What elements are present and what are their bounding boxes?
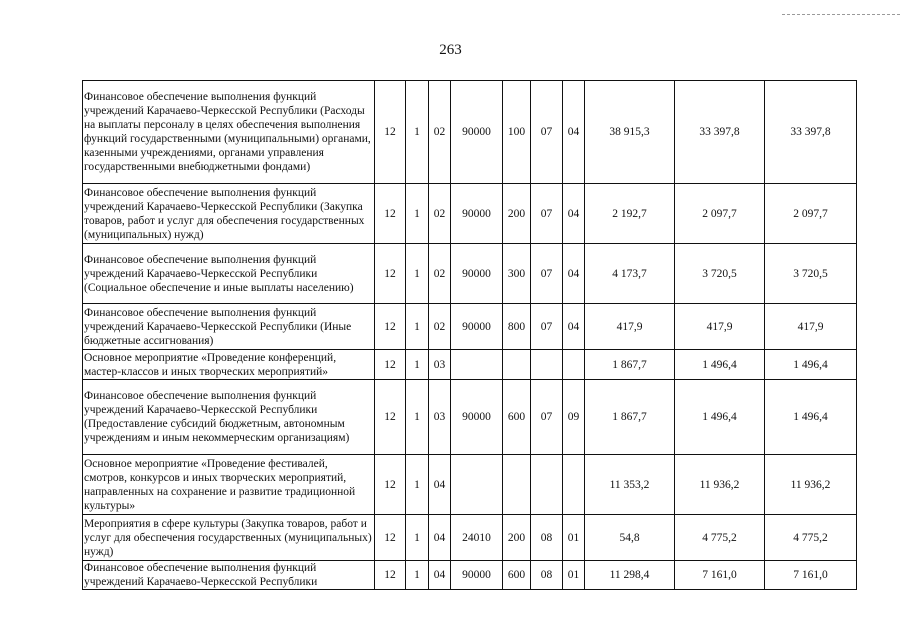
code-direction: 90000 bbox=[451, 81, 503, 184]
code-pp: 1 bbox=[406, 184, 429, 244]
code-direction: 24010 bbox=[451, 515, 503, 561]
code-expense-type: 200 bbox=[503, 515, 531, 561]
code-pp: 1 bbox=[406, 350, 429, 380]
code-section: 07 bbox=[531, 380, 563, 455]
code-subsection: 04 bbox=[563, 304, 585, 350]
code-om: 04 bbox=[429, 455, 451, 515]
code-pp: 1 bbox=[406, 455, 429, 515]
code-expense-type: 600 bbox=[503, 380, 531, 455]
code-om: 03 bbox=[429, 380, 451, 455]
code-subsection: 09 bbox=[563, 380, 585, 455]
table-row bbox=[83, 81, 857, 184]
code-om: 03 bbox=[429, 350, 451, 380]
row-description: Мероприятия в сфере культуры (Закупка товаров, работ и услуг для обеспечения государственных (муниципальных) нужд) bbox=[83, 515, 375, 561]
code-direction bbox=[451, 350, 503, 380]
page-number: 263 bbox=[439, 42, 462, 58]
code-subsection bbox=[563, 455, 585, 515]
code-direction: 90000 bbox=[451, 561, 503, 590]
code-pp: 1 bbox=[406, 515, 429, 561]
code-om: 02 bbox=[429, 244, 451, 304]
amount-year-2: 4 775,2 bbox=[675, 515, 765, 561]
row-description: Основное мероприятие «Проведение фестивалей, смотров, конкурсов и иных творческих мероприятий, направленных на сохранение и развитие традиционной культуры» bbox=[83, 455, 375, 515]
amount-year-3: 1 496,4 bbox=[765, 350, 857, 380]
code-pp: 1 bbox=[406, 380, 429, 455]
table-row bbox=[83, 455, 857, 515]
code-direction: 90000 bbox=[451, 304, 503, 350]
code-expense-type: 800 bbox=[503, 304, 531, 350]
code-direction bbox=[451, 455, 503, 515]
code-gp: 12 bbox=[375, 455, 406, 515]
amount-year-2: 11 936,2 bbox=[675, 455, 765, 515]
amount-year-1: 1 867,7 bbox=[585, 380, 675, 455]
amount-year-2: 1 496,4 bbox=[675, 380, 765, 455]
code-gp: 12 bbox=[375, 380, 406, 455]
amount-year-1: 54,8 bbox=[585, 515, 675, 561]
table-row bbox=[83, 244, 857, 304]
code-expense-type: 600 bbox=[503, 561, 531, 590]
code-gp: 12 bbox=[375, 184, 406, 244]
code-section bbox=[531, 455, 563, 515]
code-pp: 1 bbox=[406, 244, 429, 304]
code-gp: 12 bbox=[375, 244, 406, 304]
code-gp: 12 bbox=[375, 515, 406, 561]
code-expense-type: 200 bbox=[503, 184, 531, 244]
code-expense-type bbox=[503, 350, 531, 380]
budget-table bbox=[82, 80, 857, 590]
code-section: 07 bbox=[531, 81, 563, 184]
code-om: 04 bbox=[429, 561, 451, 590]
amount-year-3: 7 161,0 bbox=[765, 561, 857, 590]
amount-year-2: 1 496,4 bbox=[675, 350, 765, 380]
row-description: Финансовое обеспечение выполнения функций учреждений Карачаево-Черкесской Республики (Предоставление субсидий бюджетным, автономным учреждениям и иным некоммерческим организациям) bbox=[83, 380, 375, 455]
amount-year-3: 417,9 bbox=[765, 304, 857, 350]
code-subsection bbox=[563, 350, 585, 380]
code-gp: 12 bbox=[375, 561, 406, 590]
amount-year-1: 2 192,7 bbox=[585, 184, 675, 244]
row-description: Основное мероприятие «Проведение конференций, мастер-классов и иных творческих мероприятий» bbox=[83, 350, 375, 380]
code-section: 08 bbox=[531, 515, 563, 561]
code-direction: 90000 bbox=[451, 244, 503, 304]
code-pp: 1 bbox=[406, 304, 429, 350]
code-section: 07 bbox=[531, 244, 563, 304]
amount-year-2: 3 720,5 bbox=[675, 244, 765, 304]
row-description: Финансовое обеспечение выполнения функций учреждений Карачаево-Черкесской Республики (Иные бюджетные ассигнования) bbox=[83, 304, 375, 350]
amount-year-3: 3 720,5 bbox=[765, 244, 857, 304]
row-description: Финансовое обеспечение выполнения функций учреждений Карачаево-Черкесской Республики (Социальное обеспечение и иные выплаты населению) bbox=[83, 244, 375, 304]
table-row bbox=[83, 561, 857, 590]
table-row bbox=[83, 515, 857, 561]
amount-year-2: 7 161,0 bbox=[675, 561, 765, 590]
amount-year-1: 417,9 bbox=[585, 304, 675, 350]
amount-year-3: 33 397,8 bbox=[765, 81, 857, 184]
code-subsection: 04 bbox=[563, 244, 585, 304]
code-direction: 90000 bbox=[451, 184, 503, 244]
amount-year-3: 2 097,7 bbox=[765, 184, 857, 244]
code-om: 02 bbox=[429, 81, 451, 184]
code-section: 08 bbox=[531, 561, 563, 590]
code-section: 07 bbox=[531, 184, 563, 244]
amount-year-1: 11 298,4 bbox=[585, 561, 675, 590]
row-description: Финансовое обеспечение выполнения функций учреждений Карачаево-Черкесской Республики (Закупка товаров, работ и услуг для обеспечения государственных (муниципальных) нужд) bbox=[83, 184, 375, 244]
code-expense-type: 300 bbox=[503, 244, 531, 304]
table-row bbox=[83, 184, 857, 244]
scan-artifact-line bbox=[782, 14, 900, 15]
code-section bbox=[531, 350, 563, 380]
table-row bbox=[83, 380, 857, 455]
amount-year-1: 11 353,2 bbox=[585, 455, 675, 515]
code-subsection: 04 bbox=[563, 184, 585, 244]
row-description: Финансовое обеспечение выполнения функций учреждений Карачаево-Черкесской Республики bbox=[83, 561, 375, 590]
amount-year-1: 1 867,7 bbox=[585, 350, 675, 380]
code-gp: 12 bbox=[375, 304, 406, 350]
code-subsection: 04 bbox=[563, 81, 585, 184]
code-subsection: 01 bbox=[563, 515, 585, 561]
table-row bbox=[83, 350, 857, 380]
amount-year-2: 33 397,8 bbox=[675, 81, 765, 184]
table-row bbox=[83, 304, 857, 350]
amount-year-2: 2 097,7 bbox=[675, 184, 765, 244]
code-subsection: 01 bbox=[563, 561, 585, 590]
amount-year-3: 4 775,2 bbox=[765, 515, 857, 561]
code-direction: 90000 bbox=[451, 380, 503, 455]
amount-year-1: 38 915,3 bbox=[585, 81, 675, 184]
amount-year-3: 11 936,2 bbox=[765, 455, 857, 515]
amount-year-2: 417,9 bbox=[675, 304, 765, 350]
code-gp: 12 bbox=[375, 81, 406, 184]
code-om: 02 bbox=[429, 304, 451, 350]
code-expense-type bbox=[503, 455, 531, 515]
code-om: 04 bbox=[429, 515, 451, 561]
code-expense-type: 100 bbox=[503, 81, 531, 184]
amount-year-1: 4 173,7 bbox=[585, 244, 675, 304]
code-pp: 1 bbox=[406, 561, 429, 590]
code-section: 07 bbox=[531, 304, 563, 350]
code-om: 02 bbox=[429, 184, 451, 244]
code-gp: 12 bbox=[375, 350, 406, 380]
amount-year-3: 1 496,4 bbox=[765, 380, 857, 455]
code-pp: 1 bbox=[406, 81, 429, 184]
row-description: Финансовое обеспечение выполнения функций учреждений Карачаево-Черкесской Республики (Расходы на выплаты персоналу в целях обеспечения выполнения функций государственными (муниципальными) органами, казенными учреждениями, органами управления государственными внебюджетными фондами) bbox=[83, 81, 375, 184]
